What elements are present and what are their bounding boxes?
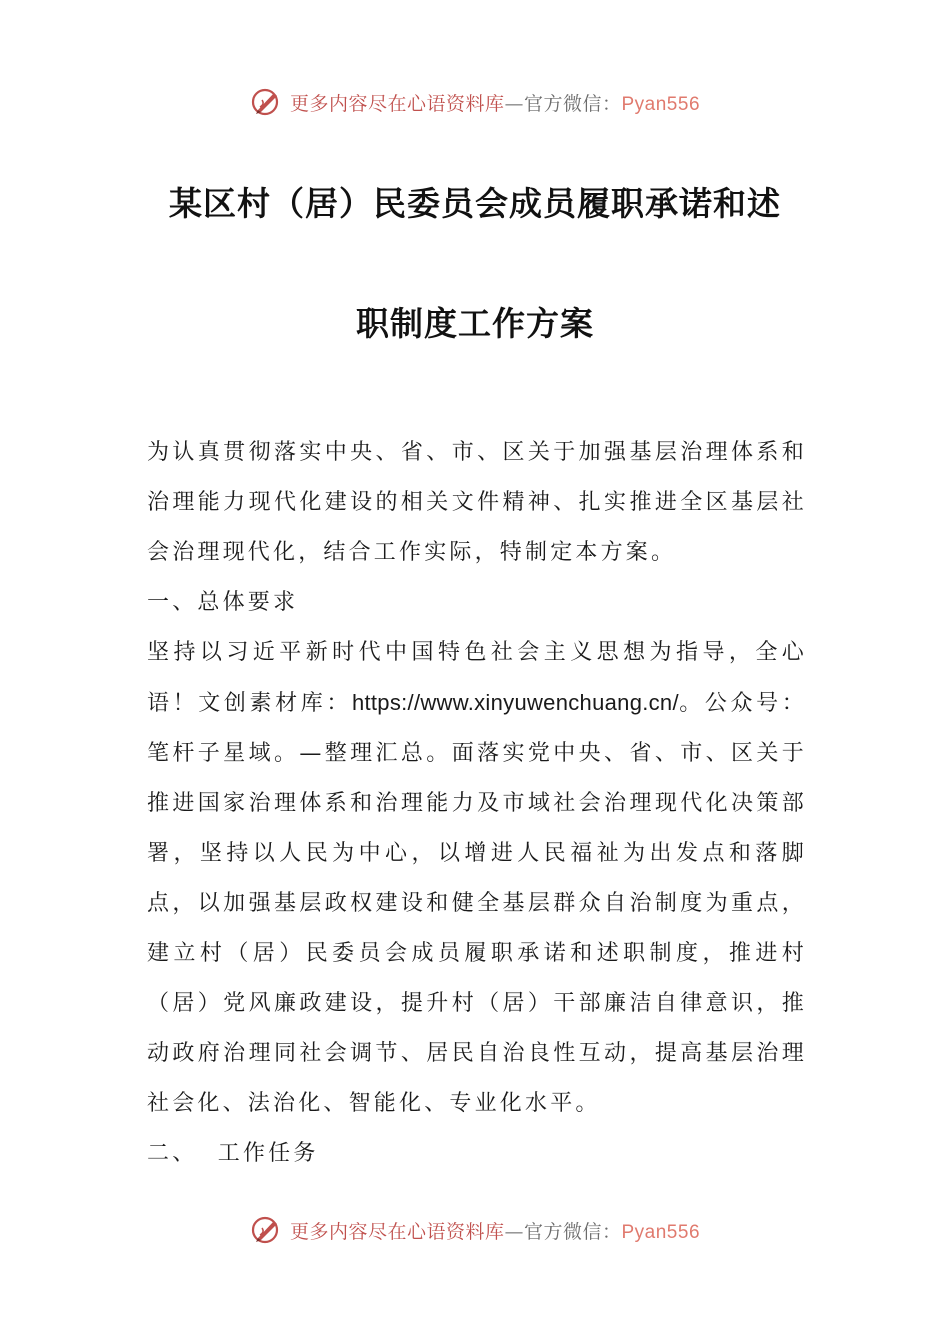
document-title-line-1: 某区村（居）民委员会成员履职承诺和述 xyxy=(169,184,781,223)
section-heading-work-tasks: 二、 工作任务 xyxy=(147,1141,319,1166)
general-requirements-paragraph xyxy=(147,628,807,1129)
document-title-line-2: 职制度工作方案 xyxy=(356,304,594,343)
general-requirements-text-rest: 。公众号：笔杆子星域。—整理汇总。面落实党中央、省、市、区关于推进国家治理体系和治理能力及市域社会治理现代化决策部署，坚持以人民为中心，以增进人民福祉为出发点和落脚点，以加强基层政权建设和健全基层群众自治制度为重点，建立村（居）民委员会成员履职承诺和述职制度，推进村（居）党风廉政建设，提升村（居）干部廉洁自律意识，推动政府治理同社会调节、居民自治良性互动，提高基层治理社会化、法治化、智能化、专业化水平。 xyxy=(147,691,807,1116)
watermark-text: 更多内容尽在心语资料库—官方微信：Pyan556 xyxy=(289,92,701,115)
footer-watermark xyxy=(0,1210,950,1250)
header-watermark xyxy=(0,82,950,122)
general-requirements-text-start: 坚持以习近平新时代中国特色社会主义思想为指导，全心语！文创素材库： xyxy=(147,640,807,716)
section-heading-general-requirements: 一、总体要求 xyxy=(147,590,299,615)
pen-circle-logo-icon xyxy=(250,86,282,118)
intro-paragraph: 为认真贯彻落实中央、省、市、区关于加强基层治理体系和治理能力现代化建设的相关文件精神、扎实推进全区基层社会治理现代化，结合工作实际，特制定本方案。 xyxy=(147,440,807,565)
document-body xyxy=(147,428,807,1179)
website-url: https://www.xinyuwenchuang.cn/ xyxy=(351,690,679,715)
pen-circle-logo-icon xyxy=(250,1214,282,1246)
watermark-text: 更多内容尽在心语资料库—官方微信：Pyan556 xyxy=(289,1220,701,1243)
